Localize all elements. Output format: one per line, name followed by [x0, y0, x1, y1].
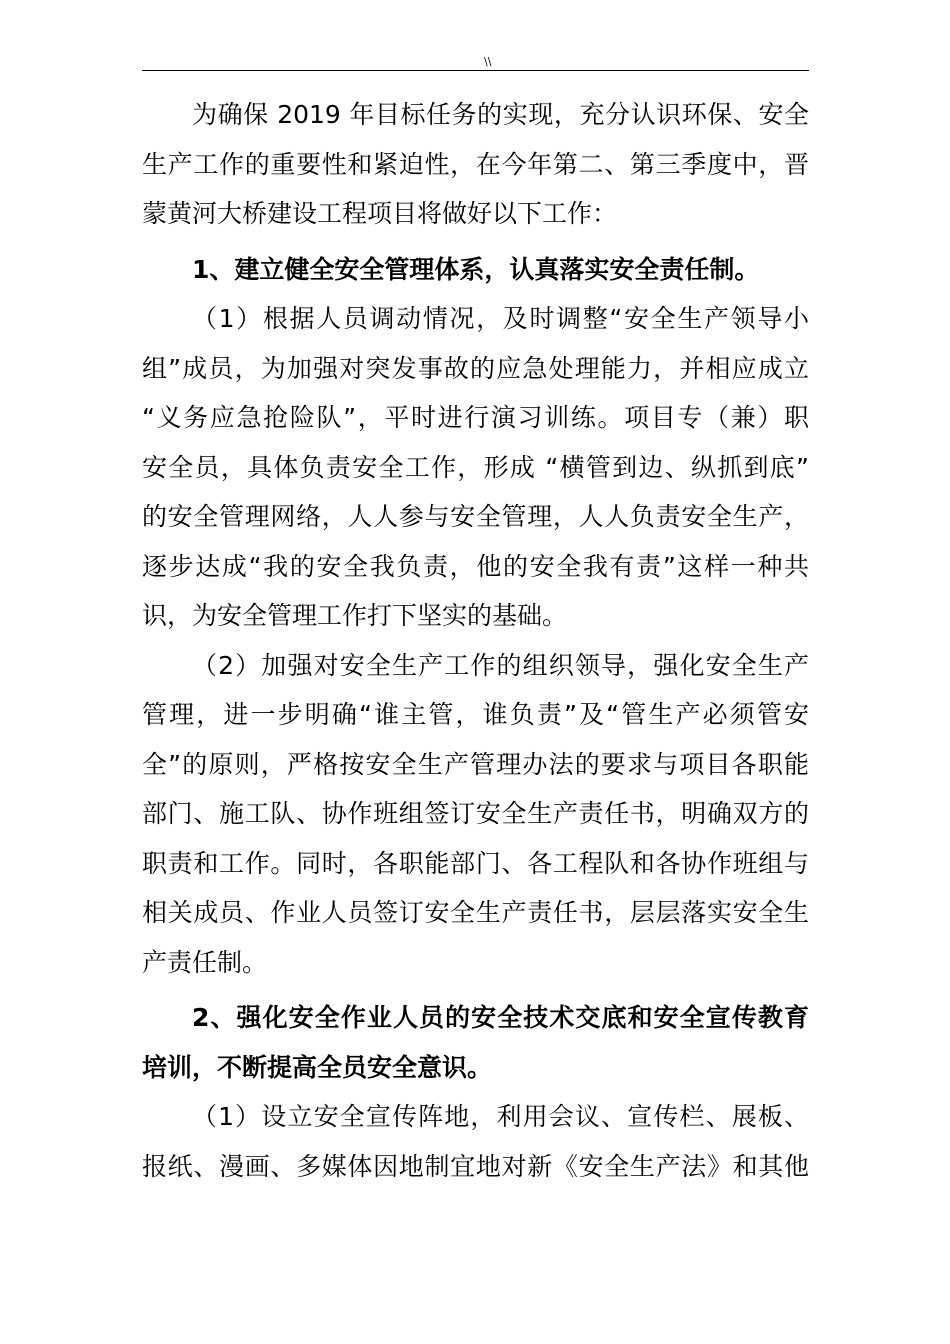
paragraph-line: 的安全管理网络，人人参与安全管理，人人负责安全生产， [142, 502, 809, 531]
paragraph-line: 管理，进一步明确“谁主管，谁负责”及“管生产必须管安 [142, 700, 809, 729]
header-mark: \\ [484, 55, 492, 68]
paragraph-line: （1）设立安全宣传阵地，利用会议、宣传栏、展板、 [192, 1102, 809, 1131]
header-rule [142, 70, 809, 71]
paragraph-line: 相关成员、作业人员签订安全生产责任书，层层落实安全生 [142, 898, 809, 927]
section-heading-line: 2、强化安全作业人员的安全技术交底和安全宣传教育 [192, 1003, 809, 1032]
paragraph-line: （2）加强对安全生产工作的组织领导，强化安全生产 [192, 650, 809, 680]
paragraph-line: 生产工作的重要性和紧迫性，在今年第二、第三季度中，晋 [142, 149, 809, 179]
paragraph-line: 逐步达成“我的安全我负责，他的安全我有责”这样一种共 [142, 551, 809, 581]
paragraph-line: 产责任制。 [142, 947, 268, 977]
document-body [142, 90, 809, 1191]
section-heading-line: 1、建立健全安全管理体系，认真落实安全责任制。 [192, 254, 760, 284]
paragraph-line: （1）根据人员调动情况，及时调整“安全生产领导小 [192, 304, 809, 333]
paragraph-line: 组”成员，为加强对突发事故的应急处理能力，并相应成立 [142, 353, 809, 383]
paragraph-line: 报纸、漫画、多媒体因地制宜地对新《安全生产法》和其他 [142, 1151, 809, 1181]
paragraph-line: 安全员，具体负责安全工作，形成 “横管到边、纵抓到底” [142, 452, 809, 482]
paragraph-line: 识，为安全管理工作打下坚实的基础。 [142, 601, 568, 630]
paragraph-line: 蒙黄河大桥建设工程项目将做好以下工作： [142, 199, 618, 228]
paragraph-line: 职责和工作。同时，各职能部门、各工程队和各协作班组与 [142, 848, 809, 878]
paragraph-line: 全”的原则，严格按安全生产管理办法的要求与项目各职能 [142, 749, 809, 779]
section-heading-line: 培训，不断提高全员安全意识。 [142, 1052, 493, 1082]
paragraph-line: 部门、施工队、协作班组签订安全生产责任书，明确双方的 [142, 799, 809, 828]
paragraph-line: “义务应急抢险队”，平时进行演习训练。项目专（兼）职 [142, 403, 809, 432]
paragraph-line: 为确保 2019 年目标任务的实现，充分认识环保、安全 [192, 100, 809, 129]
